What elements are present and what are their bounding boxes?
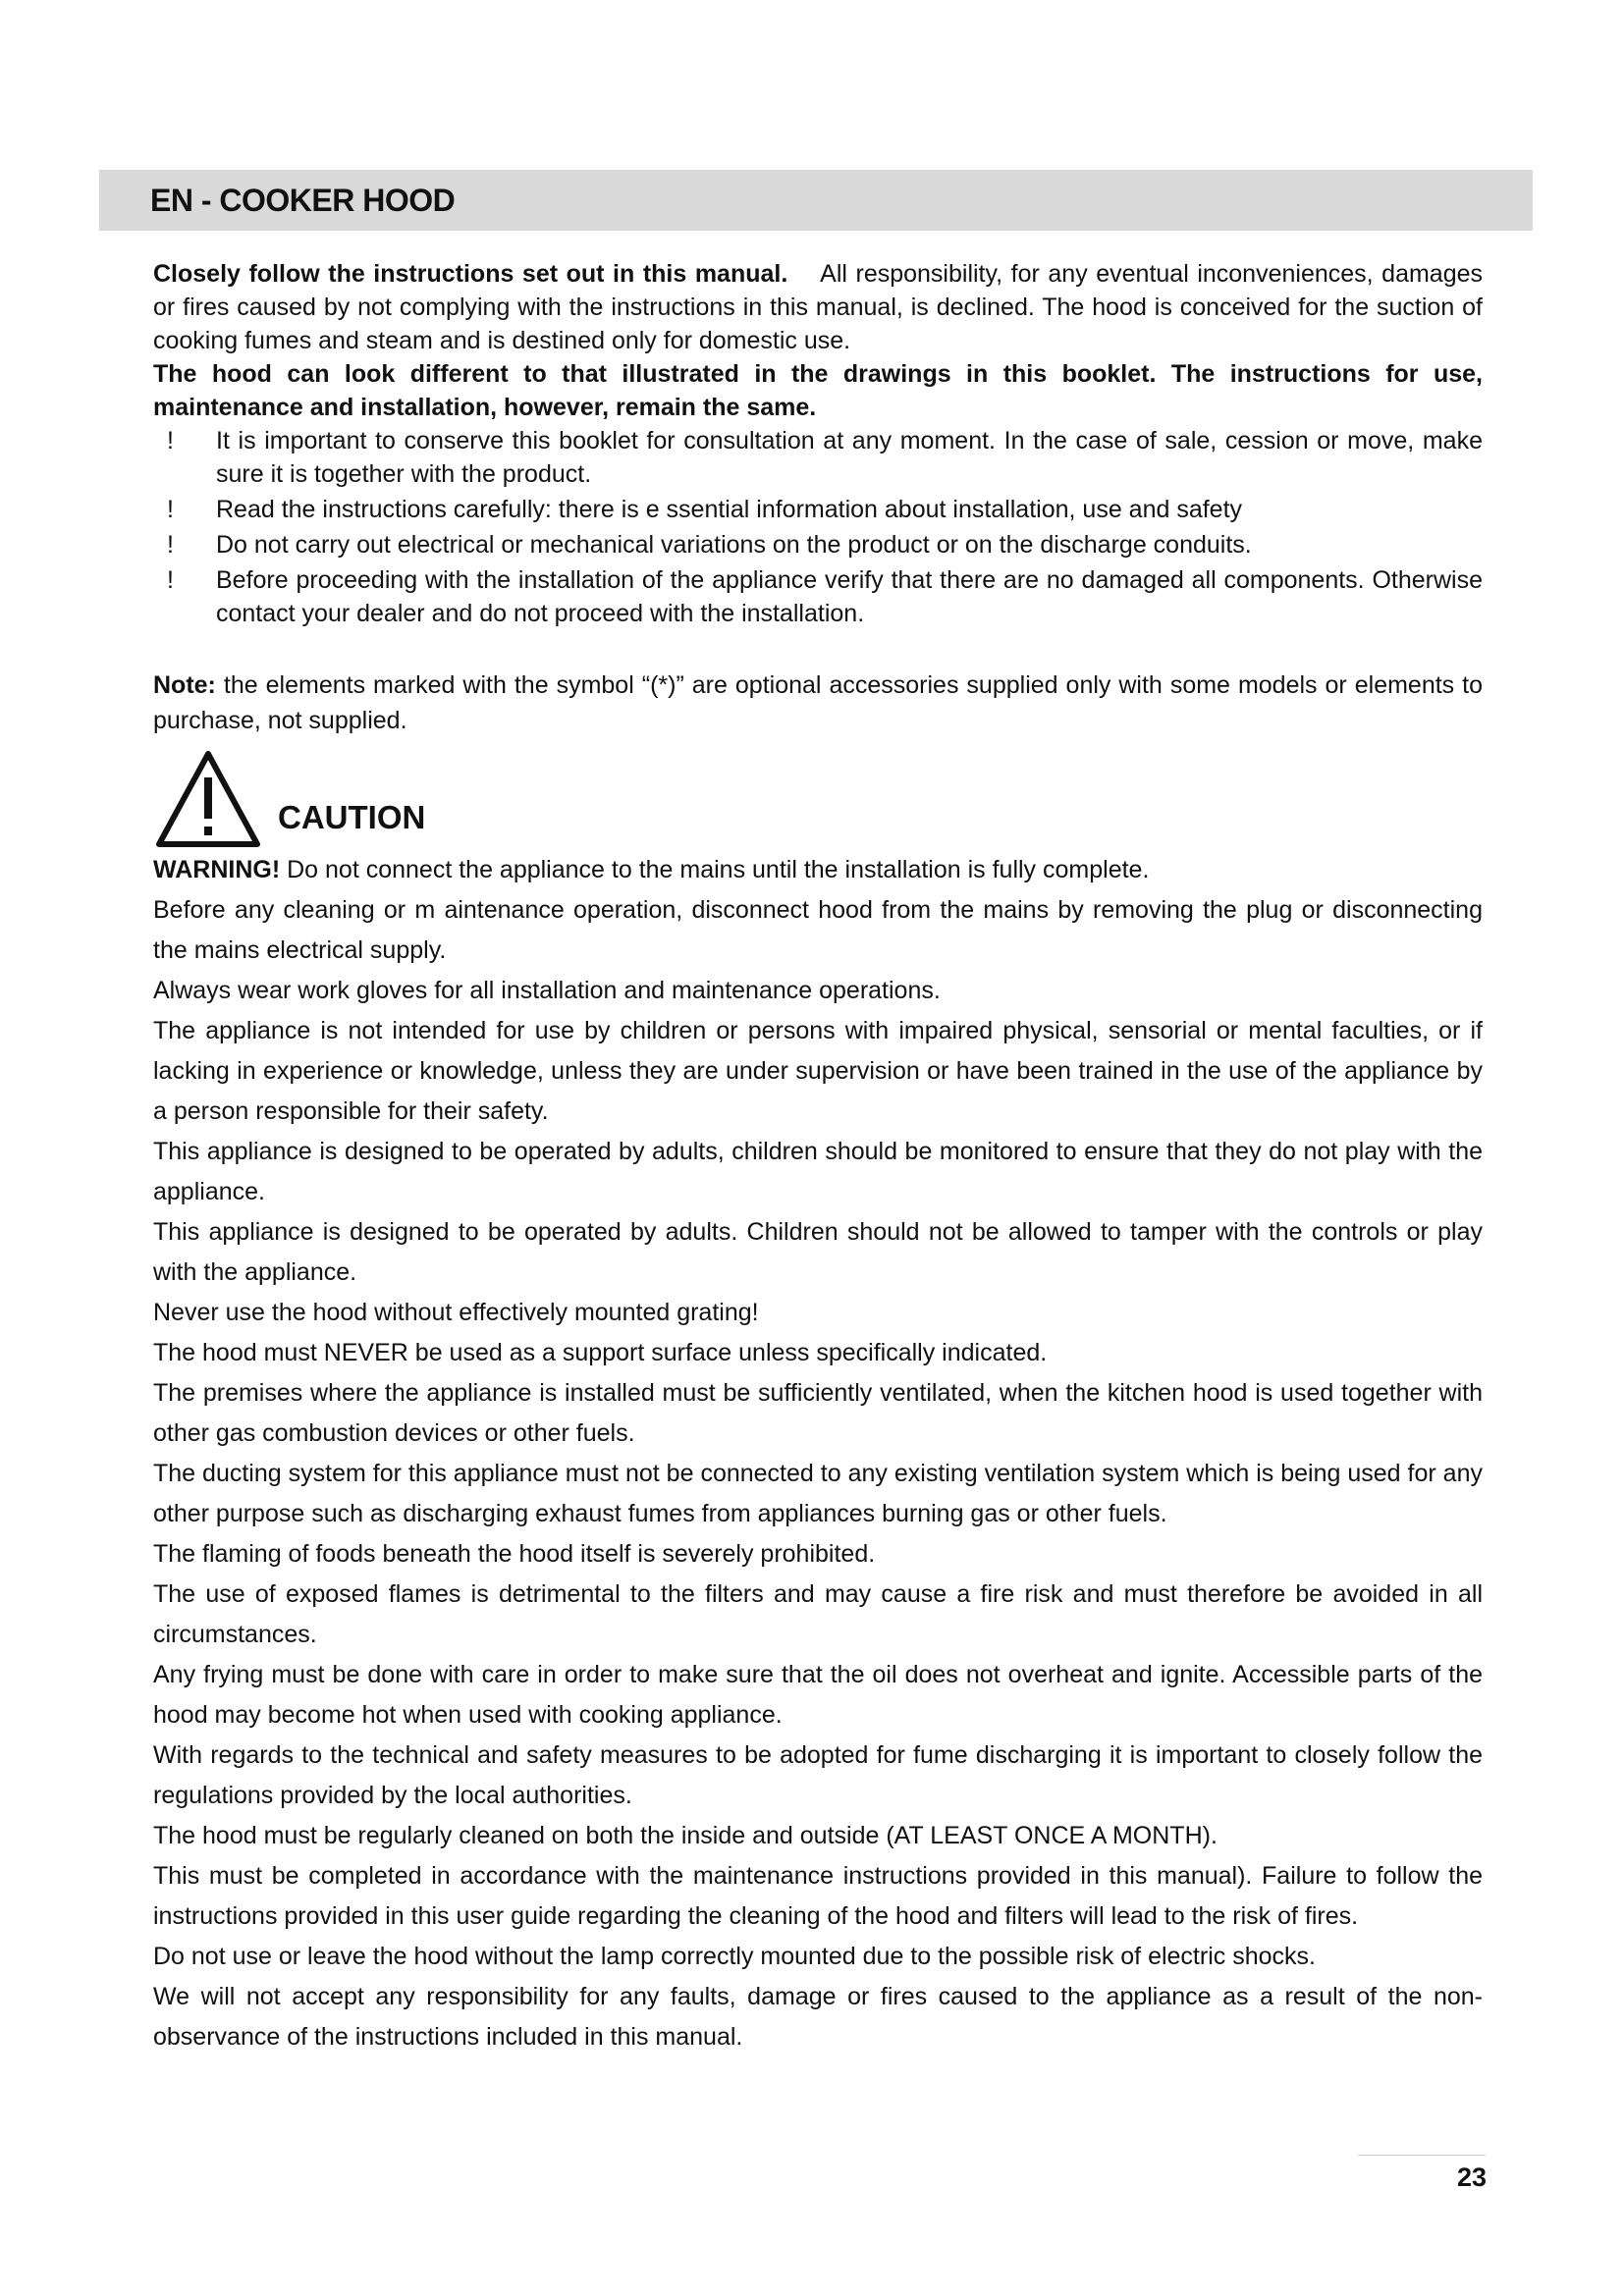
caution-paragraph: With regards to the technical and safety measures to be adopted for fume discharging it is important to closely follow the regulations provided by the local authorities. xyxy=(153,1741,1483,1809)
note-text: the elements marked with the symbol “(*)” are optional accessories supplied only with some models or elements to purchase, not supplied. xyxy=(153,671,1484,734)
caution-paragraph: Any frying must be done with care in order to make sure that the oil does not overheat and ignite. Accessible parts of the hood may become hot when used with cooking appliance. xyxy=(153,1661,1483,1729)
list-item xyxy=(153,528,1483,561)
note-section xyxy=(153,667,1483,738)
intro-bullet-list xyxy=(153,424,1483,630)
list-item xyxy=(153,424,1483,491)
exclamation-icon: ! xyxy=(167,566,174,594)
warning-label: WARNING! xyxy=(153,856,281,883)
intro-bold-paragraph: The hood can look different to that illustrated in the drawings in this booklet. The instructions for use, maintenance and installation, however, remain the same. xyxy=(153,360,1483,421)
caution-paragraph: Always wear work gloves for all installation and maintenance operations. xyxy=(153,977,941,1004)
warning-triangle-icon xyxy=(153,748,263,852)
caution-paragraph: Do not use or leave the hood without the lamp correctly mounted due to the possible risk of electric shocks. xyxy=(153,1943,1316,1970)
bullet-text: Do not carry out electrical or mechanical variations on the product or on the discharge conduits. xyxy=(216,531,1252,559)
caution-heading xyxy=(153,748,742,852)
list-item xyxy=(153,563,1483,630)
caution-paragraph: This appliance is designed to be operated by adults. Children should not be allowed to tamper with the controls or play with the appliance. xyxy=(153,1218,1483,1286)
section-title: EN - COOKER HOOD xyxy=(150,183,456,218)
caution-paragraph: The hood must NEVER be used as a support surface unless specifically indicated. xyxy=(153,1339,1048,1366)
caution-title: CAUTION xyxy=(278,799,426,835)
caution-paragraph: Never use the hood without effectively mounted grating! xyxy=(153,1299,759,1326)
note-label: Note: xyxy=(153,671,216,699)
section-header-band xyxy=(99,170,1533,231)
note-paragraph xyxy=(153,667,1483,738)
caution-paragraph: The appliance is not intended for use by children or persons with impaired physical, sensorial or mental faculties, or if lacking in experience or knowledge, unless they are under supervision or have been trained in the use of the appliance by a person responsible for their safety. xyxy=(153,1017,1483,1125)
caution-body xyxy=(153,850,1483,2057)
bullet-text: Read the instructions carefully: there is e ssential information about installation, use and safety xyxy=(216,496,1243,523)
caution-paragraph: We will not accept any responsibility for any faults, damage or fires caused to the appliance as a result of the non-observance of the instructions included in this manual. xyxy=(153,1983,1483,2051)
bullet-text: Before proceeding with the installation of the appliance verify that there are no damaged all components. Otherwise contact your dealer and do not proceed with the installation. xyxy=(216,566,1483,627)
intro-paragraph xyxy=(153,257,1483,357)
bullet-text: It is important to conserve this booklet for consultation at any moment. In the case of sale, cession or move, make sure it is together with the product. xyxy=(216,427,1483,488)
caution-paragraph: The use of exposed flames is detrimental to the filters and may cause a fire risk and must therefore be avoided in all circumstances. xyxy=(153,1580,1483,1648)
intro-section xyxy=(153,257,1483,632)
caution-paragraph: The ducting system for this appliance must not be connected to any existing ventilation system which is being used for any other purpose such as discharging exhaust fumes from appliances burning gas or other fuels. xyxy=(153,1460,1483,1527)
footer-divider xyxy=(1358,2155,1486,2156)
warning-text: Do not connect the appliance to the mains until the installation is fully complete. xyxy=(287,856,1150,883)
exclamation-icon: ! xyxy=(167,427,174,454)
intro-lead-bold: Closely follow the instructions set out in this manual. xyxy=(153,260,788,288)
caution-paragraph: Before any cleaning or m aintenance operation, disconnect hood from the mains by removing the plug or disconnecting the mains electrical supply. xyxy=(153,896,1483,964)
intro-lead-text: All responsibility, for any eventual inconveniences, damages or fires caused by not complying with the instructions in this manual, is declined. The hood is conceived for the suction of cooking fumes and steam and is destined only for domestic use. xyxy=(153,260,1484,354)
caution-paragraph: This appliance is designed to be operated by adults, children should be monitored to ensure that they do not play with the appliance. xyxy=(153,1138,1483,1205)
exclamation-icon: ! xyxy=(167,496,174,523)
caution-paragraph: The flaming of foods beneath the hood itself is severely prohibited. xyxy=(153,1540,876,1568)
exclamation-icon: ! xyxy=(167,531,174,559)
caution-paragraph: The hood must be regularly cleaned on both the inside and outside (AT LEAST ONCE A MONTH). xyxy=(153,1822,1218,1849)
page-number: 23 xyxy=(1456,2163,1487,2192)
warning-line xyxy=(153,850,1483,890)
caution-paragraph: This must be completed in accordance with the maintenance instructions provided in this manual). Failure to follow the instructions provided in this user guide regarding the cleaning of the hood and filters will lead to the risk of fires. xyxy=(153,1862,1483,1930)
caution-paragraph: The premises where the appliance is installed must be sufficiently ventilated, when the kitchen hood is used together with other gas combustion devices or other fuels. xyxy=(153,1379,1483,1447)
list-item xyxy=(153,493,1483,526)
